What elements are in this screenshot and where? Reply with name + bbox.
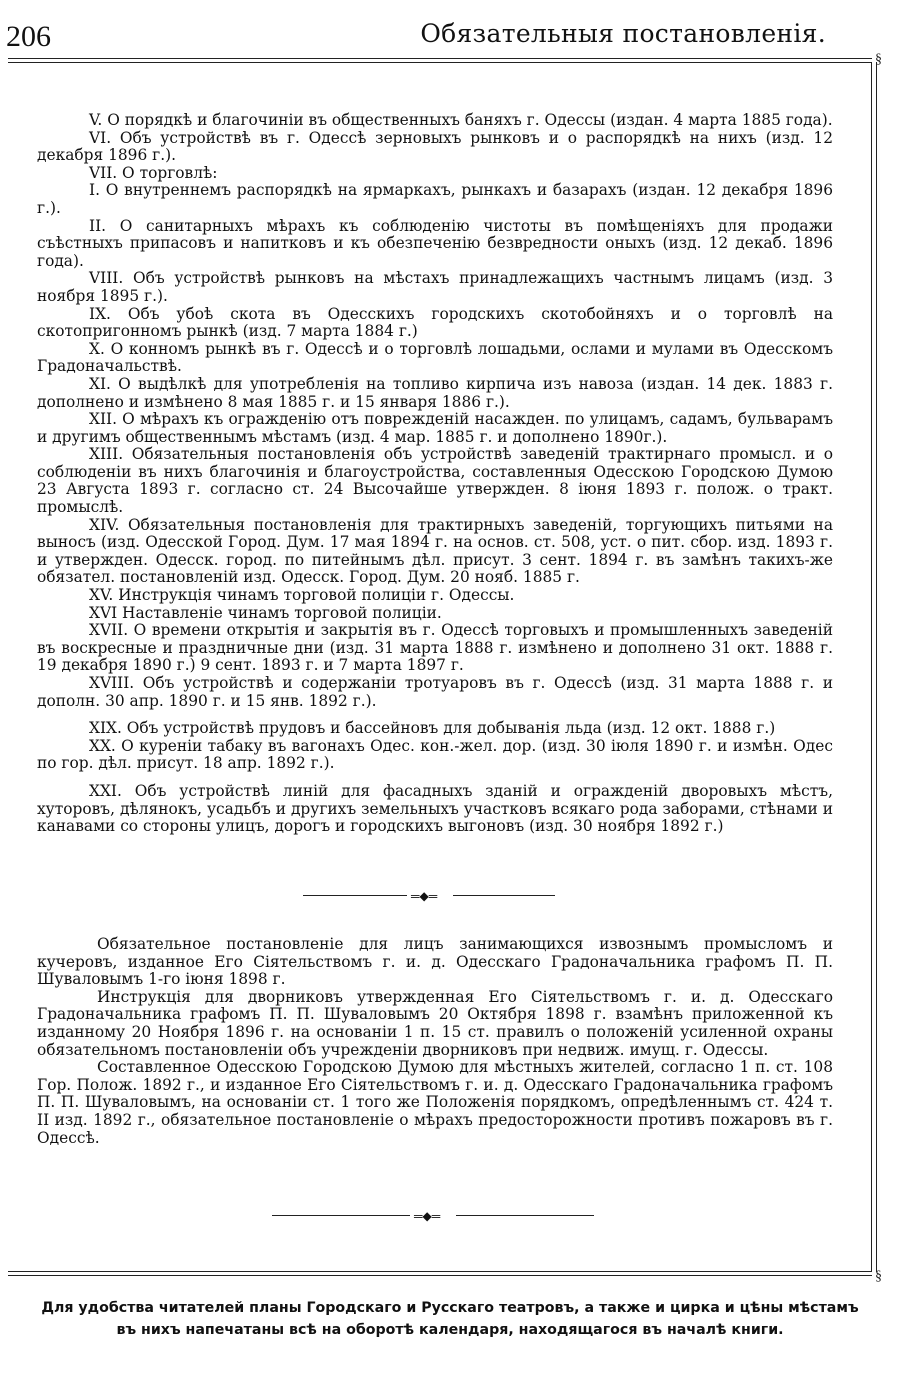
list-item: XII. О мѣрахъ къ огражденію отъ поврежденій насажден. по улицамъ, садамъ, бульварамъ и другимъ общественнымъ мѣстамъ (изд. 4 мар. 1885 г. и дополнено 1890г.). — [37, 410, 833, 446]
list-item: VI. Объ устройствѣ въ г. Одессѣ зерновыхъ рынковъ и о распорядкѣ на нихъ (изд. 12 декабря 1896 г.). — [37, 128, 833, 165]
list-item: XV. Инструкція чинамъ торговой полиціи г. Одессы. — [89, 586, 515, 605]
list-item: VII. О торговлѣ: — [89, 163, 218, 182]
list-item: XVI Наставленіе чинамъ торговой полиціи. — [89, 603, 442, 622]
end-divider — [272, 1210, 594, 1222]
list-item: XVIII. Объ устройствѣ и содержаніи тротуаровъ въ г. Одессѣ (изд. 31 марта 1888 г. и дополн. 30 апр. 1890 г. и 15 янв. 1892 г.). — [37, 674, 833, 710]
list-item: XXI. Объ устройствѣ линій для фасадныхъ зданій и огражденій дворовыхъ мѣстъ, хуторовъ, дѣлянокъ, усадьбъ и другихъ земельныхъ участковъ всякаго рода заборами, стѣнами и канавами со стороны улицъ, дорогъ и городскихъ выгоновъ (изд. 30 ноября 1892 г.) — [37, 781, 833, 836]
list-item: XIII. Обязательныя постановленія объ устройствѣ заведеній трактирнаго промысл. и о соблюденіи въ нихъ благочинія и благоустройства, составленныя Одесскою Городскою Думою 23 Августа 1893 г. согласно ст. 24 Высочайше утвержден. 8 іюня 1893 г. полож. о тракт. промыслѣ. — [37, 445, 833, 517]
divider-ornament-icon: ═◆═ — [411, 889, 438, 903]
footer-line: Для удобства читателей планы Городскаго и Русскаго театровъ, а также и цирка и цѣны мѣстамъ — [41, 1300, 859, 1316]
list-item: II. О санитарныхъ мѣрахъ къ соблюденію чистоты въ помѣщеніяхъ для продажи съѣстныхъ припасовъ и напитковъ и къ обезпеченію безвредности оныхъ (изд. 12 декаб. 1896 года). — [37, 216, 833, 270]
divider-ornament-icon: ═◆═ — [414, 1209, 441, 1223]
list-item: XIV. Обязательныя постановленія для трактирныхъ заведеній, торгующихъ питьями на выносъ (изд. Одесской Город. Дум. 17 мая 1894 г. на основ. ст. 508, уст. о пит. сбор. изд. 1893 г. и утвержден. Одесск. город. по питейнымъ дѣл. присут. 3 сент. 1894 г. въ замѣнъ такихъ-же обязател. постановленій изд. Одесск. Город. Дум. 20 нояб. 1885 г. — [37, 515, 833, 587]
list-item: V. О порядкѣ и благочиніи въ общественныхъ баняхъ г. Одессы (издан. 4 марта 1885 года). — [89, 111, 833, 129]
list-item: IX. Объ убоѣ скота въ Одесскихъ городскихъ скотобойняхъ и о торговлѣ на скотопригонномъ рынкѣ (изд. 7 марта 1884 г.) — [37, 304, 833, 341]
section-divider — [303, 890, 555, 902]
footer-line: въ нихъ напечатаны всѣ на оборотѣ календаря, находящагося въ началѣ книги. — [116, 1322, 784, 1338]
list-item: VIII. Объ устройствѣ рынковъ на мѣстахъ принадлежащихъ частнымъ лицамъ (изд. 3 ноября 1895 г.). — [37, 269, 833, 305]
corner-ornament-icon: § — [875, 1269, 882, 1284]
list-item: X. О конномъ рынкѣ въ г. Одессѣ и о торговлѣ лошадьми, ослами и мулами въ Одесскомъ Градоначальствѣ. — [37, 339, 833, 376]
paragraph: Инструкція для дворниковъ утвержденная Его Сіятельствомъ г. и. д. Одесскаго Градоначальника графомъ П. П. Шуваловымъ 20 Октября 1898 г. взамѣнъ приложенной къ изданному 20 Ноября 1896 г. на основаніи 1 п. 15 ст. правилъ о положеній усиленной охраны обязательномъ постановленіи объ учрежденіи дворниковъ при недвиж. имущ. г. Одессы. — [37, 987, 833, 1059]
footer-note — [0, 1297, 900, 1341]
list-item: I. О внутреннемъ распорядкѣ на ярмаркахъ, рынкахъ и базарахъ (издан. 12 декабря 1896 г.). — [37, 181, 833, 217]
list-item: XIX. Объ устройствѣ прудовъ и бассейновъ для добыванія льда (изд. 12 окт. 1888 г.) — [89, 719, 776, 738]
page-number: 206 — [6, 20, 51, 53]
corner-ornament-icon: § — [875, 52, 882, 67]
regulations-list — [37, 112, 833, 836]
running-head: Обязательныя постановленія. — [420, 19, 826, 48]
list-item: XVII. О времени открытія и закрытія въ г. Одессѣ торговыхъ и промышленныхъ заведеній въ воскресные и праздничные дни (изд. 31 марта 1888 г. измѣнено и дополнено 31 окт. 1888 г. 19 декабря 1890 г.) 9 сент. 1893 г. и 7 марта 1897 г. — [37, 621, 833, 675]
additional-regulations — [37, 936, 833, 1147]
list-item: XI. О выдѣлкѣ для употребленія на топливо кирпича изъ навоза (издан. 14 дек. 1883 г. дополнено и измѣнено 8 мая 1885 г. и 15 января 1886 г.). — [37, 374, 833, 411]
paragraph: Составленное Одесскою Городскою Думою для мѣстныхъ жителей, согласно 1 п. ст. 108 Гор. Полож. 1892 г., и изданное Его Сіятельствомъ г. и. д. Одесскаго Градоначальника графомъ П. П. Шуваловымъ, на основаніи ст. 1 того же Положенія порядкомъ, опредѣленнымъ ст. 424 т. II изд. 1892 г., обязательное постановленіе о мѣрахъ предосторожности противъ пожаровъ въ г. Одессѣ. — [37, 1058, 833, 1147]
paragraph: Обязательное постановленіе для лицъ занимающихся извознымъ промысломъ и кучеровъ, изданное Его Сіятельствомъ г. и. д. Одесскаго Градоначальника графомъ П. П. Шуваловымъ 1-го іюня 1898 г. — [37, 935, 833, 989]
list-item: XX. О куреніи табаку въ вагонахъ Одес. кон.-жел. дор. (изд. 30 іюля 1890 г. и измѣн. Одес по гор. дѣл. присут. 18 апр. 1892 г.). — [37, 736, 833, 773]
